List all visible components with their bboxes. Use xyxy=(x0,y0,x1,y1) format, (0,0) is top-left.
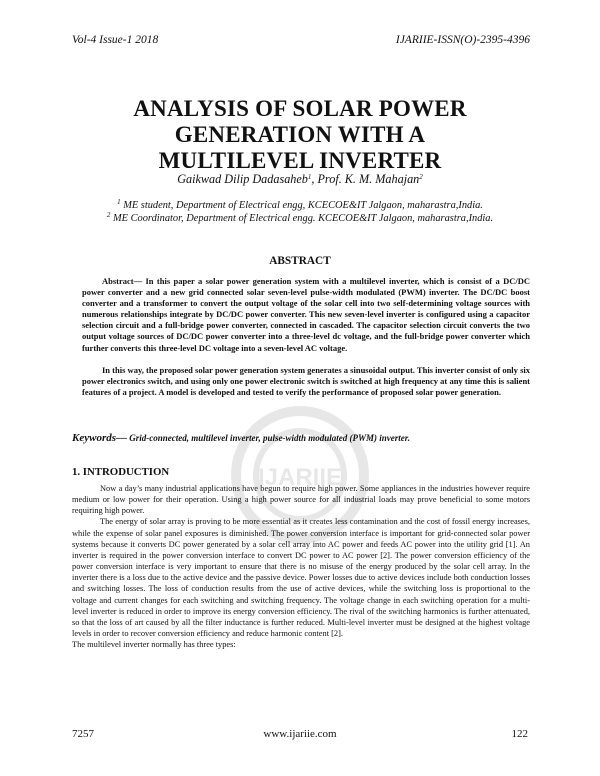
title-line-1: ANALYSIS OF SOLAR POWER xyxy=(133,96,467,121)
author-2: Prof. K. M. Mahajan xyxy=(317,172,420,186)
abstract-heading: ABSTRACT xyxy=(269,255,331,267)
section-heading-introduction: 1. INTRODUCTION xyxy=(72,466,170,478)
author-line xyxy=(0,172,600,187)
affiliation-1 xyxy=(0,199,600,212)
affiliation-2-text: ME Coordinator, Department of Electrical engg. KCECOE&IT Jalgaon, maharastra,India. xyxy=(110,213,494,224)
header-volume: Vol-4 Issue-1 2018 xyxy=(72,34,159,46)
affiliation-1-sup: 1 xyxy=(117,198,121,206)
header-issn: IJARIIE-ISSN(O)-2395-4396 xyxy=(395,34,530,46)
affiliations xyxy=(0,199,600,225)
footer-paper-id: 7257 xyxy=(72,728,94,740)
footer-page-number: 122 xyxy=(511,728,528,740)
author-separator: , xyxy=(311,172,318,186)
affiliation-1-text: ME student, Department of Electrical engg, KCECOE&IT Jalgaon, maharastra,India. xyxy=(120,200,483,211)
watermark-text: IJARIIE xyxy=(257,464,343,491)
title-line-3: MULTILEVEL INVERTER xyxy=(158,148,442,173)
keywords-line xyxy=(72,432,410,444)
keywords-text: Grid-connected, multilevel inverter, pulse-width modulated (PWM) inverter. xyxy=(127,433,410,443)
introduction-body xyxy=(72,483,530,650)
affiliation-2-sup: 2 xyxy=(106,211,111,219)
affiliation-2 xyxy=(0,212,600,225)
abstract-body xyxy=(82,276,530,398)
title-line-2: GENERATION WITH A xyxy=(174,122,426,147)
intro-last-line: The multilevel inverter normally has three types: xyxy=(72,640,236,650)
paper-title xyxy=(0,96,600,174)
abstract-paragraph-1: Abstract— In this paper a solar power generation system with a multilevel inverter, which is consist of a DC/DC power converter and a new grid connected solar seven-level pulse-width modulated (PWM) inverter. The DC/DC boost converter and a transformer to convert the output voltage of the solar cell into two self-determining voltage sources with numerous relationships integrate by DC/DC power converter. This new seven-level inverter is configured using a capacitor selection circuit and a full-bridge power converter, connected in cascaded. The capacitor selection circuit converts the two output voltage sources of DC/DC power converter into a three-level dc voltage, and the full-bridge power converter which further converts this three-level DC voltage into a seven-level AC voltage. xyxy=(82,276,530,353)
abstract-paragraph-2: In this way, the proposed solar power generation system generates a sinusoidal output. This inverter consist of only six power electronics switch, and using only one power electronic switch is switched at high frequency at any time this is salient features of a project. A model is developed and tested to verify the performance of proposed solar power generation. xyxy=(82,364,530,397)
keywords-label: Keywords— xyxy=(72,432,127,444)
author-2-sup: 2 xyxy=(419,173,423,181)
author-1-sup: 1 xyxy=(307,173,312,181)
intro-paragraph-2: The energy of solar array is proving to be more essential as it creates less contamination and the cost of fossil energy increases, while the expense of solar panel exposures is diminished. The power conversion interface is important for grid-connected solar power systems because it converts DC power generated by a solar cell array into AC power and feeds AC power into the utility grid [1]. An inverter is required in the power conversion interface to convert DC power to AC power [2]. The power conversion efficiency of the power conversion interface is very important to ensure that there is no misuse of the energy produced by the solar cell array. In the inverter there is a loss due to the active device and the passive device. Power losses due to active devices include both conduction losses and switching losses. The loss of conduction results from the use of active devices, while the switching loss is proportional to the voltage and current changes for each switching and switching frequency. The voltage change in each switching operation for a multi-level inverter is reduced in order to improve its energy conversion efficiency. The rival of the switching harmonics is further attenuated, so that the loss of art caused by all the filter inductance is further reduced. Multi-level inverter must be designed at the highest voltage levels in order to recover conversion efficiency and reduce harmonic content [2]. xyxy=(72,517,530,639)
author-1: Gaikwad Dilip Dadasaheb xyxy=(177,172,308,186)
footer-website: www.ijariie.com xyxy=(263,728,337,740)
intro-paragraph-1: Now a day’s many industrial applications have begun to require high power. Some appliances in the industries however require medium or low power for their operation. Using a high power source for all industrial loads may prove beneficial to some motors requiring high power. xyxy=(72,484,530,516)
